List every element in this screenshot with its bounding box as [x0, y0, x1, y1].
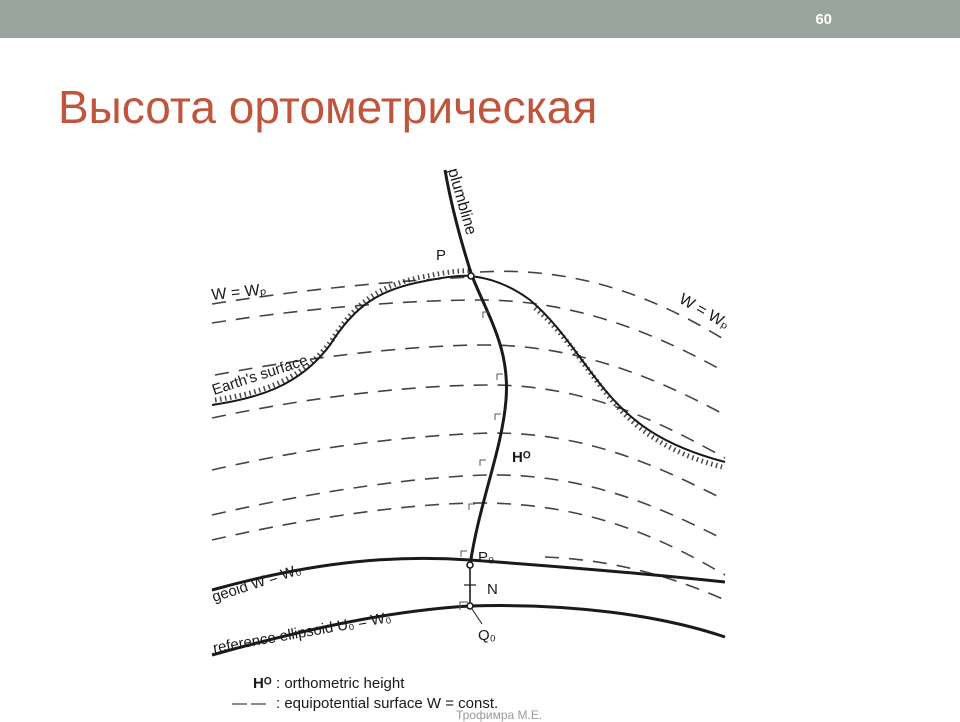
equipotential-line-4	[212, 433, 725, 500]
point-p-label: P	[436, 247, 447, 264]
point-q0	[467, 603, 473, 609]
slide-title: Высота ортометрическая	[58, 81, 598, 133]
legend-dash-symbol: — —	[232, 695, 267, 712]
w-wp-left-label: W = Wₚ	[210, 281, 268, 304]
legend	[232, 675, 498, 712]
point-p	[468, 273, 474, 279]
legend-dash-text: : equipotential surface W = const.	[276, 695, 499, 712]
ho-label: Hᴼ	[512, 449, 531, 466]
legend-ho-text: : orthometric height	[276, 675, 405, 692]
point-p0	[467, 562, 473, 568]
orthometric-height-diagram	[190, 160, 750, 720]
point-p0-label: P₀	[478, 549, 495, 566]
point-q0-label: Q₀	[478, 627, 496, 644]
earth-surface-label: Earth's surface	[209, 351, 310, 399]
legend-ho-symbol: Hᴼ	[253, 675, 272, 692]
n-label: N	[487, 581, 498, 598]
ellipsoid-label: reference ellipsoid U₀ = W₀	[211, 608, 393, 657]
w-wp-right-label: W = Wₚ	[676, 290, 733, 334]
top-bar	[0, 0, 960, 38]
geoid-label: geoid W = W₀	[209, 561, 304, 606]
equipotential-line-3	[212, 385, 725, 458]
footer-author: Трофимра М.Е.	[456, 708, 543, 722]
slide-number: 60	[815, 11, 832, 28]
plumbline-label: plumbline	[444, 166, 480, 237]
